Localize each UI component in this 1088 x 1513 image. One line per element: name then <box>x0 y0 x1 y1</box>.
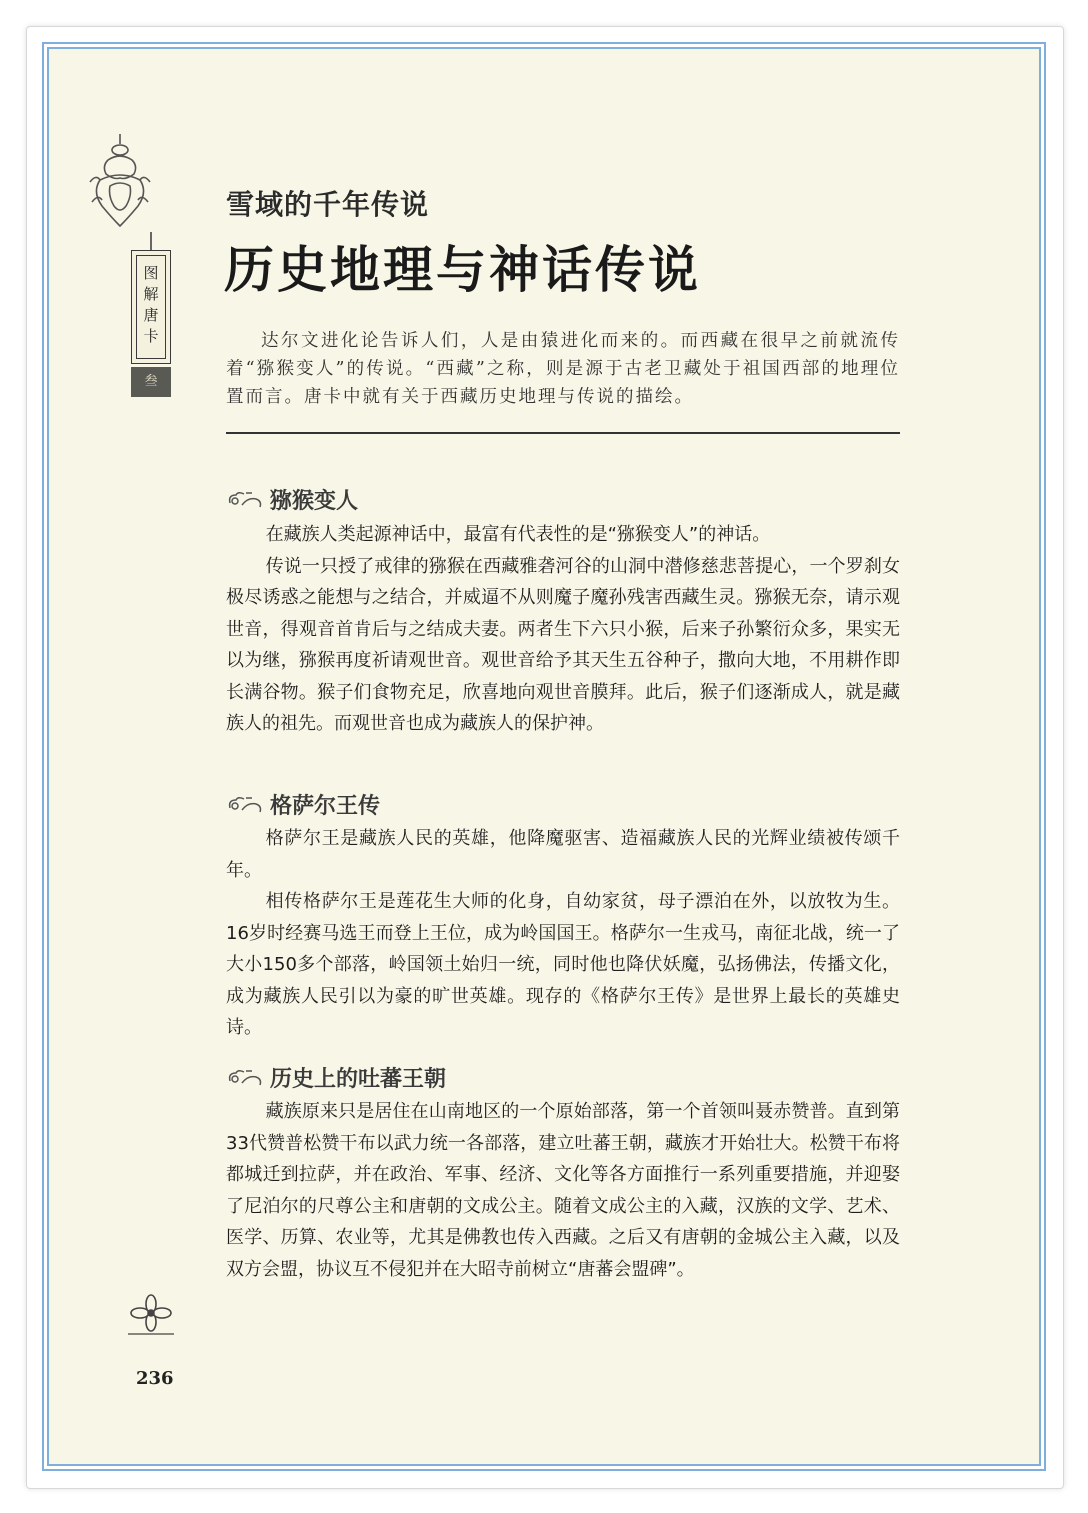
cloud-scroll-icon <box>226 794 264 816</box>
cloud-scroll-icon <box>226 489 264 511</box>
section-heading-1 <box>226 484 358 515</box>
page-number: 236 <box>136 1368 174 1389</box>
section-title: 猕猴变人 <box>270 489 359 514</box>
sidebar-stem <box>150 232 152 250</box>
section-heading-2 <box>226 789 380 820</box>
section-body-2 <box>226 823 900 1044</box>
paragraph: 在藏族人类起源神话中，最富有代表性的是“猕猴变人”的神话。 <box>265 524 771 545</box>
page-title: 历史地理与神话传说 <box>224 241 701 299</box>
page-kicker: 雪域的千年传说 <box>226 188 430 221</box>
paragraph: 相传格萨尔王是莲花生大师的化身，自幼家贫，母子漂泊在外，以放牧为生。16岁时经赛马选王而登上王位，成为岭国国王。格萨尔一生戎马，南征北战，统一了大小150多个部落，岭国领土始归一统，同时他也降伏妖魔，弘扬佛法，传播文化，成为藏族人民引以为豪的旷世英雄。现存的《格萨尔王传》是世界上最长的英雄史诗。 <box>226 891 900 1038</box>
section-title: 历史上的吐蕃王朝 <box>270 1067 447 1092</box>
cloud-scroll-icon <box>226 1067 264 1089</box>
book-title-tab <box>131 250 171 364</box>
intro-paragraph: 达尔文进化论告诉人们，人是由猿进化而来的。而西藏在很早之前就流传着“猕猴变人”的传说。“西藏”之称，则是源于古老卫藏处于祖国西部的地理位置而言。唐卡中就有关于西藏历史地理与传说的描绘。 <box>226 331 900 407</box>
section-heading-3 <box>226 1062 446 1093</box>
book-title-label: 图解唐卡 <box>136 255 166 359</box>
intro-divider <box>226 432 900 434</box>
section-body-3 <box>226 1096 900 1285</box>
section-body-1 <box>226 519 900 740</box>
paragraph: 传说一只授了戒律的猕猴在西藏雅砻河谷的山洞中潜修慈悲菩提心，一个罗刹女极尽诱惑之能想与之结合，并威逼不从则魔子魔孙残害西藏生灵。猕猴无奈，请示观世音，得观音首肯后与之结成夫妻。两者生下六只小猴，后来子孙繁衍众多，果实无以为继，猕猴再度祈请观世音。观世音给予其天生五谷种子，撒向大地，不用耕作即长满谷物。猴子们食物充足，欣喜地向观世音膜拜。此后，猴子们逐渐成人，就是藏族人的祖先。而观世音也成为藏族人的保护神。 <box>226 555 900 734</box>
paragraph: 格萨尔王是藏族人民的英雄，他降魔驱害、造福藏族人民的光辉业绩被传颂千年。 <box>226 828 900 881</box>
conch-shell-icon <box>86 130 154 230</box>
section-title: 格萨尔王传 <box>270 794 381 819</box>
vajra-icon <box>126 1290 176 1336</box>
paragraph: 藏族原来只是居住在山南地区的一个原始部落，第一个首领叫聂赤赞普。直到第33代赞普松赞干布以武力统一各部落，建立吐蕃王朝，藏族才开始壮大。松赞干布将都城迁到拉萨，并在政治、军事、经济、文化等各方面推行一系列重要措施，并迎娶了尼泊尔的尺尊公主和唐朝的文成公主。随着文成公主的入藏，汉族的文学、艺术、医学、历算、农业等，尤其是佛教也传入西藏。之后又有唐朝的金城公主入藏，以及双方会盟，协议互不侵犯并在大昭寺前树立“唐蕃会盟碑”。 <box>226 1101 900 1280</box>
chapter-deco-badge: 叁 <box>131 367 171 397</box>
